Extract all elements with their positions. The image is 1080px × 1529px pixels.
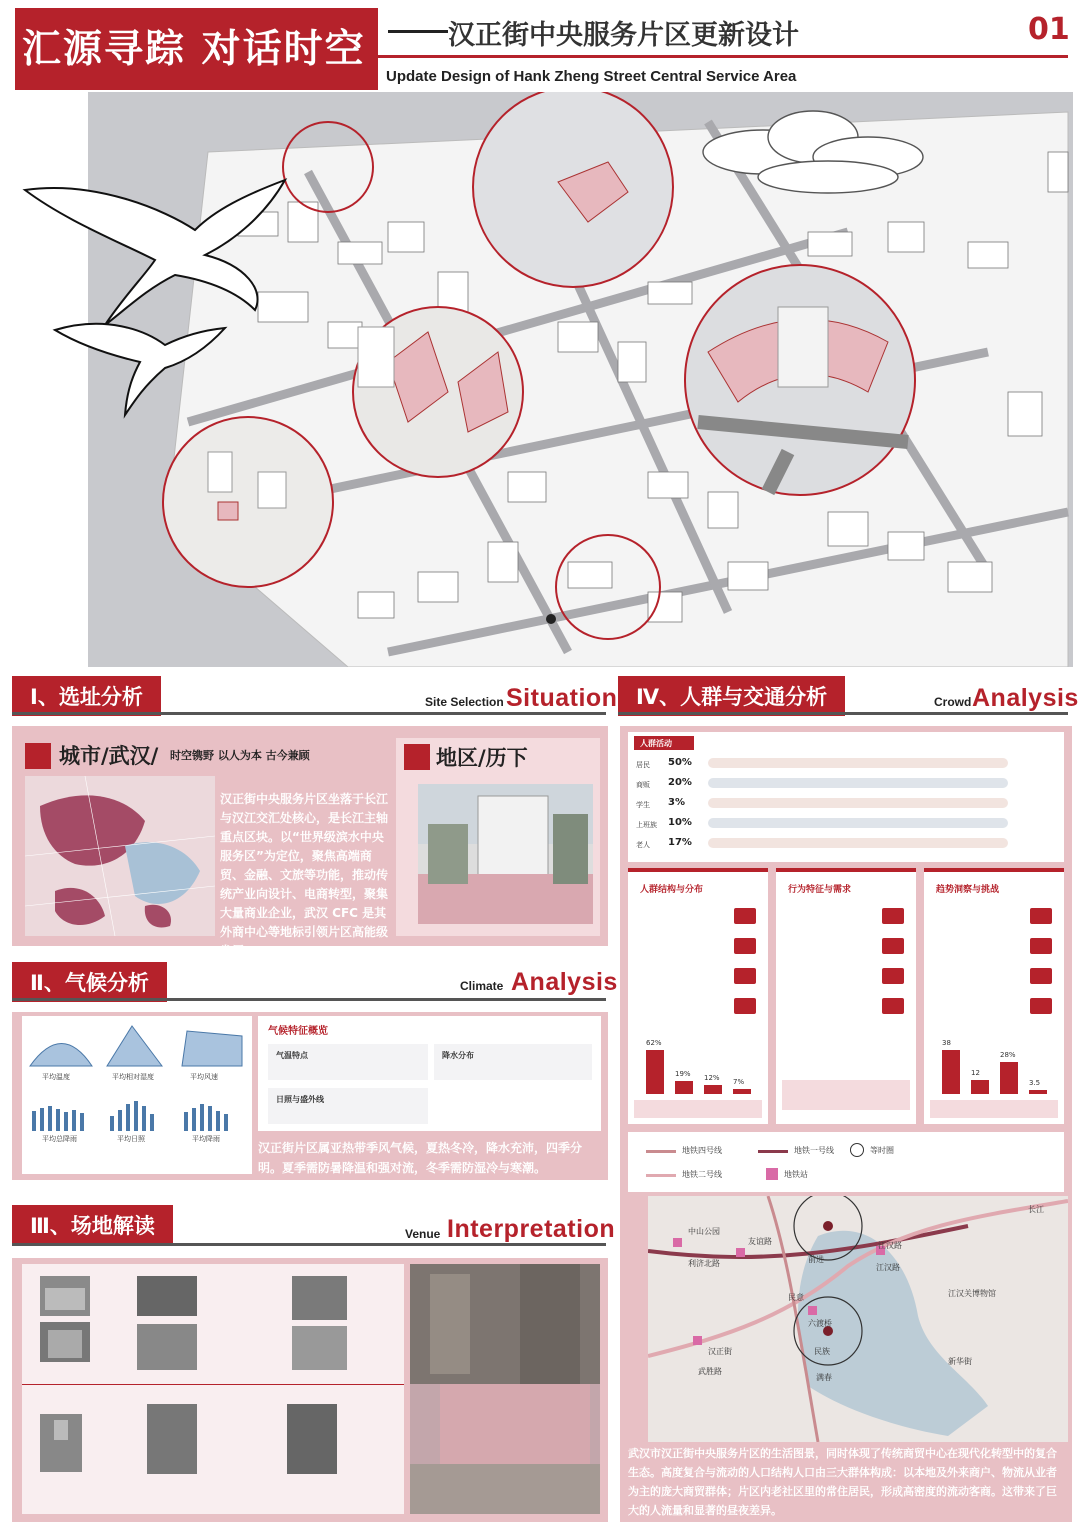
map-place-label: 民族 [814,1347,830,1356]
climate-chart-label: 平均温度 [42,1073,70,1081]
english-title: Update Design of Hank Zheng Street Central Service Area [386,68,797,85]
chart-bar [646,1050,664,1094]
city-tagline: 时空镌野 以人为本 古今兼顾 [170,749,310,762]
section-2-title: Ⅱ、气候分析 [12,962,167,1002]
climate-chart-label: 平均日照 [117,1135,145,1143]
activity-band [708,838,1008,848]
legend-line1: 地铁一号线 [794,1146,834,1155]
temp-box [268,1044,428,1080]
district-photo [418,784,593,924]
activity-pct: 10% [668,817,692,828]
transit-legend [628,1132,1064,1192]
map-place-label: 满春 [816,1373,832,1382]
line1-swatch [758,1150,788,1153]
temp-label: 气温特点 [276,1051,308,1060]
chart-bar [675,1081,693,1094]
section-3-en-small: Venue [405,1227,441,1241]
rain-label: 降水分布 [442,1051,474,1060]
section-4-en-small: Crowd [934,695,972,709]
chart-value-label: 7% [733,1078,745,1086]
crowd-summary: 武汉市汉正街中央服务片区的生活图景，同时体现了传统商贸中心在现代化转型中的复合生态。高度复合与流动的人口结构人口由三大群体构成：以本地及外来商户、物流从业者为主的庞大商贸群体；片区内老社区里的常住居民，形成高密度的流动客商。这带来了巨大的人流量和显著的昼夜差异。 [628,1447,1057,1517]
district-card [396,738,600,936]
chart-value-label: 62% [646,1039,662,1047]
col-badge [1030,968,1052,984]
line4-swatch [646,1150,676,1153]
history-timeline [22,1264,404,1514]
section-2-en-small: Climate [460,979,504,993]
activity-group: 上班族 [636,821,657,829]
city-description: 汉正街中央服务片区坐落于长江与汉江交汇处核心，是长江主轴重点区块。以“世界级滨水中央服务区”为定位，聚焦高端商贸、金融、文旅等功能，推动传统产业向设计、电商转型，聚集大量商业企业，武汉 CFC 是其外商中心等地标引领片区高能级发展。 [220,792,389,958]
rain-box [434,1044,592,1080]
col-badge [882,938,904,954]
chart-bar [704,1085,722,1094]
wuhan-location-map [25,776,215,936]
chart-bar [1029,1090,1047,1094]
col-badge [734,938,756,954]
col-badge [882,968,904,984]
poster-title: 汇源寻踪 对话时空 [22,27,366,72]
legend-line4: 地铁四号线 [682,1146,722,1155]
activity-pct: 3% [668,797,685,808]
col-note [634,1100,762,1118]
col-accent [776,868,916,872]
trend-col [924,868,1064,1124]
map-place-label: 江汉路 [876,1263,900,1272]
district-heading-marker [404,744,430,770]
col1-title: 人群结构与分布 [640,885,704,895]
climate-chart-label: 平均降雨 [192,1135,220,1143]
legend-station: 地铁站 [784,1170,808,1179]
section-3-rule [12,1243,606,1246]
timeline-line [22,1384,404,1385]
chart-bar [1000,1062,1018,1094]
activity-group: 商贩 [636,781,650,789]
section-1-en-big: Situation [506,684,618,712]
section-1-rule [12,712,606,715]
chart-value-label: 19% [675,1070,691,1078]
venue-panel [12,1258,608,1522]
col-badge [1030,938,1052,954]
crowd-activity-card [628,732,1064,862]
title-dash [388,30,448,33]
legend-line2: 地铁二号线 [682,1170,722,1179]
col2-title: 行为特征与需求 [788,885,852,895]
transit-map [648,1196,1068,1442]
climate-charts [22,1016,252,1174]
section-4-title: Ⅳ、人群与交通分析 [618,676,845,716]
map-place-label: 长江 [1028,1205,1044,1214]
map-place-label: 新华街 [948,1357,972,1366]
activity-label: 人群活动 [634,736,694,750]
col-badge [734,908,756,924]
line2-swatch [646,1174,676,1177]
chart-value-label: 3.5 [1029,1079,1041,1087]
col-accent [628,868,768,872]
section-2-rule [12,998,606,1001]
chart-value-label: 12 [971,1069,980,1077]
map-place-label: 中山公园 [688,1227,720,1236]
section-1-title: Ⅰ、选址分析 [12,676,161,716]
map-place-label: 六渡桥 [808,1319,832,1328]
crowd-panel [620,726,1072,1522]
map-place-label: 利济北路 [688,1259,720,1268]
chart-bar [733,1089,751,1094]
crowd-structure-chart [638,1034,758,1094]
col-badge [734,998,756,1014]
activity-pct: 50% [668,757,692,768]
venue-street-photo [410,1264,600,1514]
trend-chart [934,1034,1054,1094]
col-badge [1030,908,1052,924]
activity-band [708,758,1008,768]
chart-value-label: 12% [704,1074,720,1082]
station-swatch [766,1168,778,1180]
activity-group: 老人 [636,841,650,849]
sun-label: 日照与盛外线 [276,1095,324,1104]
section-2-en-big: Analysis [511,968,618,996]
col-badge [1030,998,1052,1014]
header-rule [378,55,1068,58]
map-place-label: 江汉路 [878,1241,902,1250]
map-place-label: 前进 [808,1255,824,1264]
col-accent [924,868,1064,872]
col-note [930,1100,1058,1118]
activity-pct: 20% [668,777,692,788]
page-number: 01 [1028,12,1070,47]
isochrone-swatch [850,1143,864,1157]
sun-box [268,1088,428,1124]
section-3-en-big: Interpretation [447,1215,616,1243]
climate-panel [12,1012,608,1180]
map-place-label: 汉正街 [708,1347,732,1356]
city-heading-marker [25,743,51,769]
col-badge [882,998,904,1014]
map-place-label: 民意 [788,1293,804,1302]
activity-pct: 17% [668,837,692,848]
col3-title: 趋势洞察与挑战 [936,885,1000,895]
col-badge [734,968,756,984]
activity-group: 学生 [636,801,650,809]
map-place-label: 武胜路 [698,1367,722,1376]
section-1-en-small: Site Selection [425,695,504,709]
crowd-structure-col [628,868,768,1124]
activity-band [708,778,1008,788]
chart-bar [942,1050,960,1094]
map-place-label: 江汉关博物馆 [948,1289,996,1298]
behavior-col [776,868,916,1124]
map-place-label: 友谊路 [748,1237,772,1246]
col-badge [882,908,904,924]
city-heading: 城市/武汉/ [59,744,159,768]
climate-chart-label: 平均总降雨 [42,1135,77,1143]
climate-chart-label: 平均相对湿度 [112,1073,154,1081]
district-heading: 地区/历下 [436,746,528,770]
chart-value-label: 38 [942,1039,951,1047]
chart-bar [971,1080,989,1094]
col-note [782,1080,910,1110]
climate-chart-label: 平均风速 [190,1073,218,1081]
seagull-illustration [15,100,355,430]
section-4-rule [618,712,1068,715]
chart-value-label: 28% [1000,1051,1016,1059]
activity-band [708,818,1008,828]
legend-isochrone: 等时圈 [870,1146,894,1155]
site-selection-panel [12,726,608,958]
climate-card-title: 气候特征概览 [268,1026,328,1037]
activity-group: 居民 [636,761,650,769]
section-4-en-big: Analysis [972,684,1079,712]
climate-overview-card [258,1016,601,1131]
section-3-title: Ⅲ、场地解读 [12,1205,173,1245]
climate-summary: 汉正街片区属亚热带季风气候，夏热冬冷，降水充沛，四季分明。夏季需防暑降温和强对流，冬季需防湿冷与寒潮。 [258,1141,583,1175]
activity-band [708,798,1008,808]
poster-subtitle: 汉正街中央服务片区更新设计 [448,20,799,51]
